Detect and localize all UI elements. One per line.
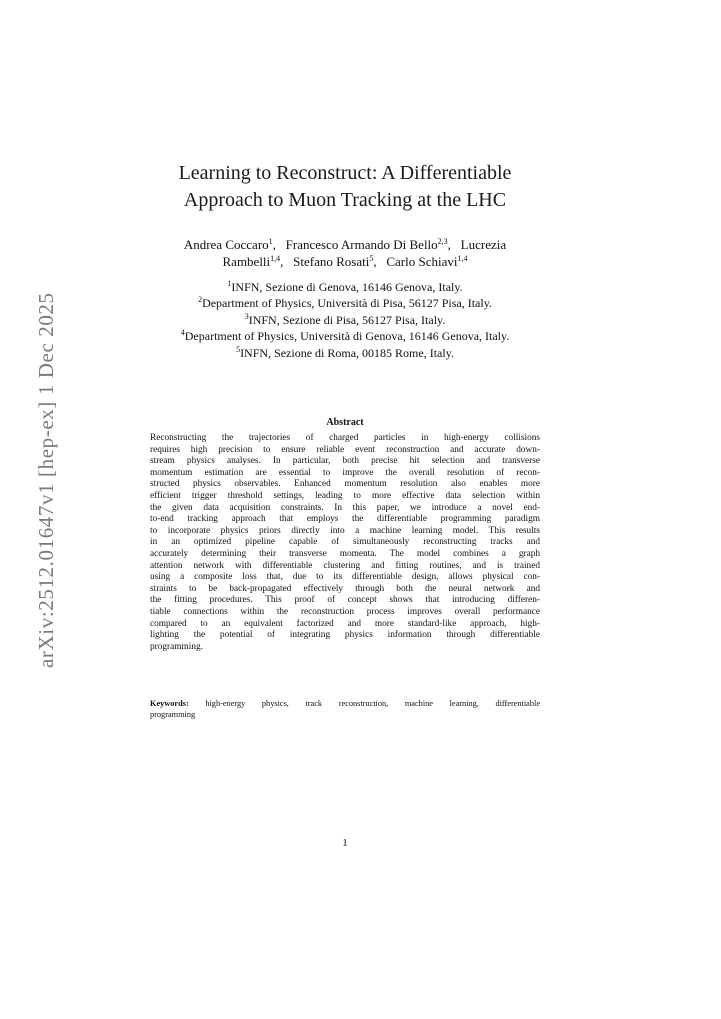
affiliation — [130, 345, 560, 361]
keywords-label: Keywords: — [150, 699, 189, 708]
abstract-line: structed physics observables. Enhanced momentum resolution also enables more — [150, 479, 540, 490]
affil-text: INFN, Sezione di Genova, 16146 Genova, Italy. — [231, 280, 463, 294]
abstract-line: Reconstructing the trajectories of charged particles in high-energy collisions — [150, 433, 540, 443]
abstract-line: stream physics analyses. In particular, both precise hit selection and transverse — [150, 456, 540, 467]
keywords-line-2: programming — [150, 709, 196, 719]
page-number: 1 — [342, 837, 348, 849]
author-name: Stefano Rosati — [293, 254, 370, 269]
keywords-line-1 — [150, 699, 540, 710]
abstract-line: in an optimized pipeline capable of simultaneously reconstructing tracks and — [150, 537, 540, 548]
affil-mark: 1 — [227, 279, 232, 288]
author-line-1: Andrea Coccaro$^1$, Francesco Armando Di Bello$^{2,3}$, Lucrezia — [183, 237, 507, 252]
author-list — [120, 236, 570, 270]
author-name-part: Lucrezia — [460, 237, 507, 252]
abstract-line: lighting the potential of integrating physics information through differentiable — [150, 630, 540, 641]
abstract-line: the given data acquisition constraints. In this paper, we introduce a novel end- — [150, 502, 540, 513]
affil-mark: 5 — [236, 344, 241, 354]
abstract-line: programming. — [150, 641, 203, 652]
author-name: Carlo Schiavi — [386, 254, 458, 269]
title-line-1: Learning to Reconstruct: A Differentiable — [178, 162, 512, 184]
author-name-part: Rambelli — [222, 254, 271, 269]
author-affil-mark: 2,3 — [437, 237, 448, 246]
abstract-line: efficient trigger threshold settings, leading to more effective data selection within — [150, 490, 540, 501]
author-name: Francesco Armando Di Bello — [285, 237, 438, 252]
affil-mark: 4 — [180, 328, 185, 338]
abstract-heading: Abstract — [326, 417, 364, 428]
paper-title — [100, 160, 590, 214]
author-affil-mark: 5 — [369, 254, 374, 263]
abstract-line: the fitting procedures. This proof of concept shows that introducing differen- — [150, 595, 540, 606]
affiliation — [130, 328, 560, 344]
abstract-line: momentum estimation are essential to improve the overall resolution of recon- — [150, 467, 540, 478]
title-line-2: Approach to Muon Tracking at the LHC — [183, 189, 507, 211]
author-affil-mark: 1,4 — [270, 254, 281, 263]
affiliation — [130, 279, 560, 295]
author-line-2: Rambelli$^{1,4}$, Stefano Rosati$^5$, Carlo Schiavi$^{1,4}$ — [222, 254, 468, 269]
affil-text: INFN, Sezione di Roma, 00185 Rome, Italy. — [240, 345, 454, 360]
abstract-line: straints to be back-propagated effectively through both the neural network and — [150, 583, 540, 594]
arxiv-identifier-stamp: arXiv:2512.01647v1 [hep-ex] 1 Dec 2025 — [34, 292, 58, 668]
affil-mark: 3 — [244, 311, 249, 321]
author-affil-mark: 1,4 — [457, 254, 468, 263]
author-name: Andrea Coccaro — [183, 237, 269, 252]
abstract-line: compared to an equivalent factorized and more standard-like approach, high- — [150, 618, 540, 629]
affiliation — [130, 312, 560, 328]
abstract-line: to incorporate physics priors directly into a machine learning model. This results — [150, 525, 540, 536]
abstract-body — [150, 433, 540, 653]
affil-text: Department of Physics, Università di Genova, 16146 Genova, Italy. — [184, 329, 510, 344]
author-affil-mark: 1 — [268, 237, 273, 246]
abstract-line: to-end tracking approach that employs the differentiable programming paradigm — [150, 514, 540, 525]
affil-text: Department of Physics, Università di Pisa, 56127 Pisa, Italy. — [202, 296, 492, 311]
keywords-text: high-energy physics, track reconstruction, machine learning, differentiable — [205, 699, 540, 708]
abstract-line: requires high precision to ensure reliable event reconstruction and accurate down- — [150, 444, 540, 455]
abstract-line: tiable connections within the reconstruction process improves overall performance — [150, 606, 540, 617]
affil-text: INFN, Sezione di Pisa, 56127 Pisa, Italy. — [248, 312, 446, 327]
abstract-line: accurately determining their transverse momenta. The model combines a graph — [150, 548, 540, 559]
affil-mark: 2 — [198, 295, 203, 305]
affiliation-list — [130, 279, 560, 361]
abstract-line: attention network with differentiable clustering and fitting routines, and is trained — [150, 560, 540, 571]
keywords-block — [150, 699, 540, 720]
affiliation — [130, 295, 560, 311]
abstract-line: using a composite loss that, due to its differentiable design, allows physical con- — [150, 572, 540, 583]
